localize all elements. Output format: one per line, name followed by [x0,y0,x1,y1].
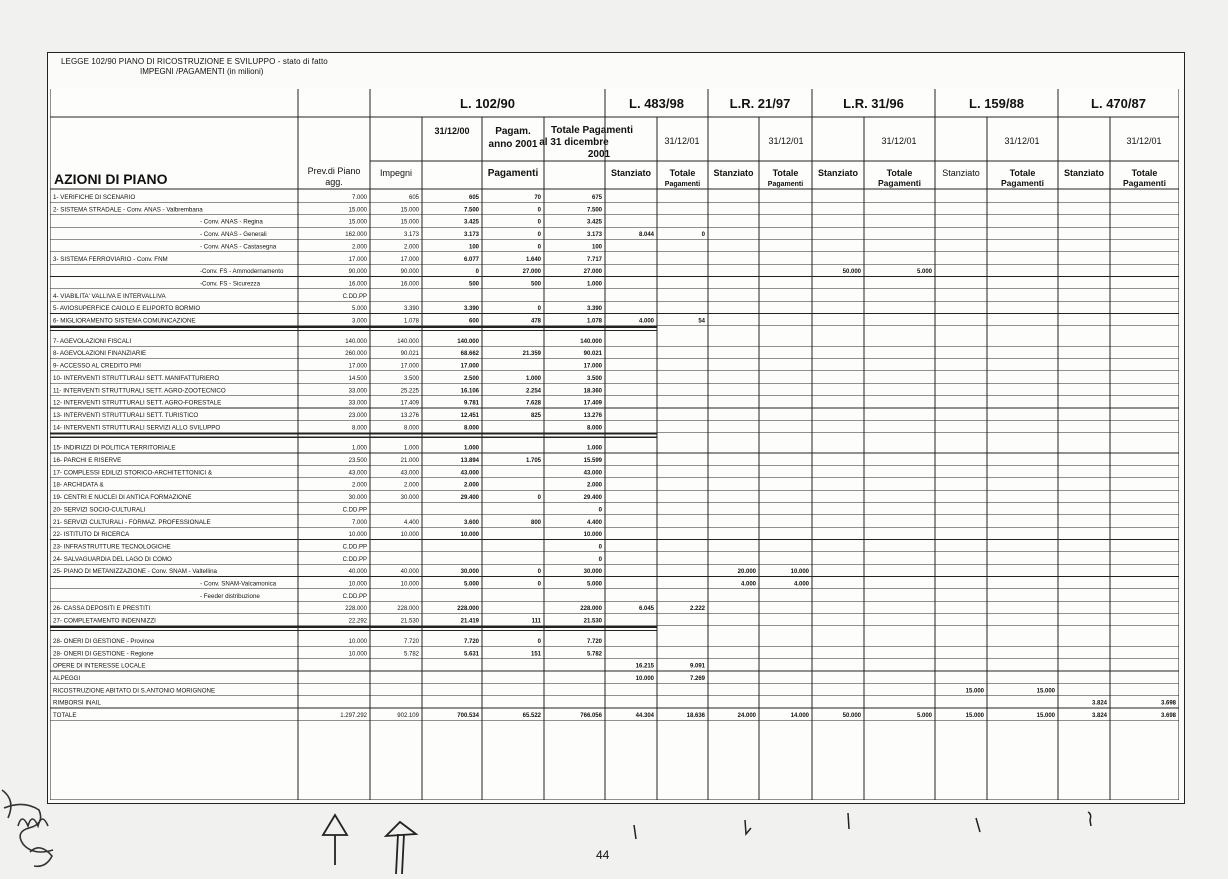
cell-value: 33.000 [348,388,367,395]
cell-value: 140.000 [457,338,479,345]
totale-label: Totale [669,168,696,178]
azioni-di-piano-label: AZIONI DI PIANO [54,171,168,187]
cell-value: 3.425 [463,219,479,226]
row-label: 2- SISTEMA STRADALE - Conv. ANAS - Valbrembana [53,206,203,214]
cell-value: 7.628 [525,400,541,407]
cell-value: 605 [408,195,419,201]
cell-value: 10.000 [348,651,367,658]
cell-value: 22.292 [348,618,367,625]
cell-value: 7.717 [586,256,602,263]
pagamenti-label: Pagamenti [487,168,539,179]
cell-value: 7.720 [586,638,602,645]
cell-value: 0 [537,306,541,313]
cell-value: 30.000 [348,495,367,502]
cell-value: 21.359 [522,351,541,358]
cell-value: 23.000 [348,412,367,419]
cell-value: 17.000 [400,363,419,370]
cell-value: 4.000 [638,318,654,325]
cell-value: 13.276 [583,412,602,419]
cell-value: 7.720 [403,638,419,645]
cell-value: 1.000 [463,445,479,452]
law-header: L. 159/88 [969,96,1024,111]
cell-value: 10.000 [635,675,654,682]
row-label: 12- INTERVENTI STRUTTURALI SETT. AGRO-FORESTALE [53,399,222,407]
cell-value: 5.000 [916,269,932,276]
cell-value: 1.000 [525,375,541,382]
cell-value: 1.297.292 [340,713,367,719]
cell-value: 3.390 [463,306,479,313]
row-label: 1- VERIFICHE DI SCENARIO [53,194,136,201]
cell-value: 140.000 [345,338,367,345]
cell-value: 17.000 [348,363,367,370]
date-label: 31/12/01 [881,136,917,146]
cell-value: 23.500 [348,458,367,464]
cell-value: 4.400 [403,519,419,526]
row-label: RIMBORSI INAIL [53,699,101,707]
cell-value: 15.599 [583,458,602,464]
cell-value: 2.500 [463,375,479,382]
cell-value: C.DD.PP [342,556,367,563]
cell-value: 29.400 [460,495,479,502]
cell-value: 3.698 [1160,713,1176,719]
totale-label: Totale [1131,168,1158,178]
cell-value: 4.000 [740,581,756,588]
cell-value: 1.078 [403,318,419,325]
cell-value: 7.000 [351,195,367,201]
law-header: L. 470/87 [1091,96,1146,111]
cell-value: 3.425 [586,219,602,226]
cell-value: 12.451 [460,412,479,419]
cell-value: 10.000 [348,581,367,588]
cell-value: 0 [598,556,602,563]
stanziato-label: Stanziato [713,168,754,178]
cell-value: 3.173 [463,232,479,239]
cell-value: 10.000 [348,638,367,645]
cell-value: 3.390 [403,306,419,313]
row-label: 20- SERVIZI SOCIO-CULTURALI [53,506,146,514]
cell-value: 16.000 [348,281,367,288]
row-label: 19- CENTRI E NUCLEI DI ANTICA FORMAZIONE [53,494,192,502]
cell-value: 70 [534,195,541,201]
row-label: 23- INFRASTRUTTURE TECNOLOGICHE [53,543,171,551]
cell-value: 0 [537,207,541,214]
cell-value: 40.000 [400,569,419,576]
cell-value: 27.000 [522,269,541,276]
totale-pagamenti-sub-label: Pagamenti [1123,178,1166,188]
cell-value: 17.000 [400,256,419,263]
cell-value: C.DD.PP [342,593,367,600]
totale-label: Totale [1009,168,1036,178]
pagam-label: Pagam. [495,126,531,137]
cell-value: 14.500 [348,375,367,382]
cell-value: 0 [537,569,541,576]
cell-value: 3.173 [586,232,602,239]
row-label: - Conv. ANAS - Generali [200,231,267,239]
signature-scribble [2,790,53,866]
cell-value: 43.000 [400,470,419,477]
cell-value: 17.409 [400,400,419,407]
cell-value: 17.000 [348,256,367,263]
cell-value: 5.631 [463,651,479,658]
arrow-marks [323,815,416,874]
cell-value: 10.000 [348,532,367,539]
cell-value: 1.640 [525,256,541,263]
pagam-label: anno 2001 [488,139,538,150]
row-label: 11- INTERVENTI STRUTTURALI SETT. AGRO-ZOOTECNICO [53,387,226,395]
cell-value: 5.782 [403,651,419,658]
cell-value: 40.000 [348,569,367,576]
cell-value: 0 [537,219,541,226]
cell-value: 902.109 [397,713,419,719]
cell-value: 6.045 [638,606,654,613]
cell-value: 800 [530,519,541,526]
cell-value: 2.254 [525,388,541,395]
cell-value: 3.500 [586,375,602,382]
totale-label: Totale [772,168,799,178]
prev-piano-label: Prev.di Piano [307,166,361,176]
cell-value: 25.225 [400,388,419,395]
document-title: LEGGE 102/90 PIANO DI RICOSTRUZIONE E SVILUPPO - stato di fatto [61,57,328,66]
cell-value: 3.698 [1160,700,1176,707]
cell-value: 18.360 [583,388,602,395]
totale-pagamenti-label: al 31 dicembre [539,137,609,148]
cell-value: 65.522 [522,713,541,719]
cell-value: 2.000 [586,482,602,489]
cell-value: 3.500 [403,375,419,382]
cell-value: 17.000 [583,363,602,370]
cell-value: 1.000 [586,281,602,288]
row-label: 27- COMPLETAMENTO INDENNIZZI [53,617,156,625]
law-header: L. 102/90 [460,96,515,111]
cell-value: 9.091 [689,663,705,670]
cell-value: 30.000 [583,569,602,576]
stanziato-label: Stanziato [610,168,652,178]
row-label: - Conv. ANAS - Regina [200,218,263,226]
cell-value: 13.276 [400,412,419,419]
row-label: 7- AGEVOLAZIONI FISCALI [53,337,132,345]
cell-value: 8.000 [351,425,367,432]
cell-value: 600 [468,318,479,325]
row-label: RICOSTRUZIONE ABITATO DI S.ANTONIO MORIGNONE [53,687,216,695]
row-label: 24- SALVAGUARDIA DEL LAGO DI COMO [53,555,172,563]
cell-value: 16.215 [635,663,654,670]
cell-value: 3.824 [1091,713,1107,719]
cell-value: 17.000 [460,363,479,370]
row-label: ALPEGGI [53,674,81,682]
cell-value: 7.720 [463,638,479,645]
cell-value: 700.534 [457,713,479,719]
row-label: - Conv. SNAM-Valcamonica [200,580,277,588]
stanziato-label: Stanziato [1063,168,1105,178]
cell-value: 15.000 [1036,688,1055,695]
cell-value: 3.173 [403,232,419,239]
cell-value: 14.000 [790,713,809,719]
cell-value: 3.600 [463,519,479,526]
cell-value: 90.000 [400,269,419,276]
row-label: 9- ACCESSO AL CREDITO PMI [53,362,142,370]
row-label: 16- PARCHI E RISERVE [53,457,122,464]
cell-value: 10.000 [400,532,419,539]
row-label: TOTALE [53,712,77,719]
row-label: 26- CASSA DEPOSITI E PRESTITI [53,605,151,613]
cell-value: 2.000 [403,244,419,251]
cell-value: 10.000 [460,532,479,539]
cell-value: 1.000 [403,445,419,452]
cell-value: 15.000 [400,219,419,226]
cell-value: 44.304 [635,713,654,719]
cell-value: 54 [698,318,705,325]
row-label: 3- SISTEMA FERROVIARIO - Conv. FNM [53,255,168,263]
cell-value: 151 [530,651,541,658]
cell-value: 90.021 [583,351,602,358]
stanziato-label: Stanziato [942,168,980,178]
totale-label: Totale [886,168,913,178]
cell-value: 8.000 [586,425,602,432]
cell-value: 8.000 [463,425,479,432]
totale-pagamenti-label: Totale Pagamenti [550,125,634,136]
cell-value: 33.000 [348,400,367,407]
cell-value: 0 [598,544,602,551]
cell-value: 5.000 [463,581,479,588]
cell-value: 21.419 [460,618,479,625]
cell-value: 2.000 [351,482,367,489]
cell-value: 50.000 [842,713,861,719]
row-label: 5- AVIOSUPERFICE CAIOLO E ELIPORTO BORMIO [53,305,201,313]
cell-value: 0 [475,269,479,276]
cell-value: 2.000 [351,244,367,251]
cell-value: 1.000 [351,445,367,452]
cell-value: 825 [530,412,541,419]
cell-value: 7.500 [463,207,479,214]
row-label: 22- ISTITUTO DI RICERCA [53,531,130,539]
cell-value: 605 [468,195,479,201]
cell-value: 228.000 [457,606,479,613]
date-label: 31/12/01 [768,136,804,146]
row-label: 14- INTERVENTI STRUTTURALI SERVIZI ALLO SVILUPPO [53,424,221,432]
cell-value: 90.021 [400,351,419,358]
cell-value: 228.000 [397,606,419,613]
cell-value: 10.000 [790,569,809,576]
date-label: 31/12/00 [434,126,470,136]
law-header: L.R. 31/96 [843,96,904,111]
cell-value: 18.636 [686,713,705,719]
row-label: 17- COMPLESSI EDILIZI STORICO-ARCHITETTONICI & [53,469,212,477]
cell-value: 30.000 [400,495,419,502]
cell-value: 500 [468,281,479,288]
cell-value: 15.000 [400,207,419,214]
prev-piano-label: agg. [325,177,343,187]
row-label: 18- ARCHIDATA & [53,481,104,489]
row-label: 13- INTERVENTI STRUTTURALI SETT. TURISTICO [53,411,199,419]
cell-value: 0 [537,495,541,502]
cell-value: 0 [537,638,541,645]
cell-value: 228.000 [580,606,602,613]
cell-value: 1.078 [586,318,602,325]
cell-value: 15.000 [1036,713,1055,719]
cell-value: 9.781 [463,400,479,407]
row-label: 25- PIANO DI METANIZZAZIONE - Conv. SNAM - Valtellina [53,568,217,576]
cell-value: 1.000 [586,445,602,452]
cell-value: 68.662 [460,351,479,358]
cell-value: 90.000 [348,269,367,276]
cell-value: 0 [537,232,541,239]
cell-value: 500 [530,281,541,288]
cell-value: 10.000 [583,532,602,539]
cell-value: 0 [598,507,602,514]
cell-value: 21.530 [400,618,419,625]
cell-value: C.DD.PP [342,507,367,514]
row-label: -Conv. FS - Ammodernamento [200,268,284,276]
cell-value: 7.269 [689,675,705,682]
cell-value: C.DD.PP [342,293,367,300]
cell-value: 3.824 [1091,700,1107,707]
cell-value: 6.077 [463,256,479,263]
cell-value: 16.000 [400,281,419,288]
cell-value: 29.400 [583,495,602,502]
cell-value: 0 [537,244,541,251]
page-number: 44 [596,848,610,862]
cell-value: C.DD.PP [342,544,367,551]
row-label: 10- INTERVENTI STRUTTURALI SETT. MANIFATTURIERO [53,374,220,382]
cell-value: 0 [537,581,541,588]
cell-value: 2.000 [463,482,479,489]
cell-value: 7.500 [586,207,602,214]
cell-value: 50.000 [842,269,861,276]
cell-value: 10.000 [400,581,419,588]
cell-value: 4.400 [586,519,602,526]
cell-value: 8.000 [403,425,419,432]
cell-value: 5.782 [586,651,602,658]
totale-pagamenti-sub-label: Pagamenti [1001,178,1044,188]
row-label: 6- MIGLIORAMENTO SISTEMA COMUNICAZIONE [53,317,196,325]
cell-value: 5.000 [916,713,932,719]
cell-value: 8.044 [638,232,654,239]
cell-value: 3.390 [586,306,602,313]
law-header: L. 483/98 [629,96,684,111]
cell-value: 27.000 [583,269,602,276]
cell-value: 111 [531,618,541,625]
cell-value: 15.000 [965,688,984,695]
row-label: 21- SERVIZI CULTURALI - FORMAZ. PROFESSIONALE [53,518,211,526]
row-label: 28- ONERI DI GESTIONE - Regione [53,650,154,658]
cell-value: 7.000 [351,519,367,526]
cell-value: 260.000 [345,351,367,358]
totale-pagamenti-sub-label: Pagamenti [767,181,804,188]
row-label: 8- AGEVOLAZIONI FINANZIARIE [53,350,147,358]
cell-value: 478 [530,318,541,325]
cell-value: 13.894 [460,458,479,464]
cell-value: 17.409 [583,400,602,407]
cell-value: 15.000 [348,219,367,226]
cell-value: 20.000 [737,569,756,576]
date-label: 31/12/01 [1004,136,1040,146]
row-label: 28- ONERI DI GESTIONE - Province [53,637,155,645]
cell-value: 5.000 [351,306,367,313]
cell-value: 675 [591,195,602,201]
row-label: - Conv. ANAS - Castasegna [200,243,277,251]
cell-value: 24.000 [737,713,756,719]
cell-value: 1.705 [525,458,541,464]
cell-value: 2.222 [689,606,705,613]
cell-value: 162.000 [345,232,367,239]
cell-value: 100 [591,244,602,251]
row-label: - Feeder distribuzione [200,592,260,600]
row-label: -Conv. FS - Sicurezza [200,280,261,288]
date-label: 31/12/01 [664,136,700,146]
totale-pagamenti-sub-label: Pagamenti [664,181,701,188]
tick-marks [634,812,1091,839]
cell-value: 43.000 [348,470,367,477]
cell-value: 3.000 [351,318,367,325]
cell-value: 100 [468,244,479,251]
cell-value: 228.000 [345,606,367,613]
cell-value: 21.000 [400,458,419,464]
totale-pagamenti-label: 2001 [587,149,611,160]
cell-value: 2.000 [403,482,419,489]
cell-value: 30.000 [460,569,479,576]
cell-value: 43.000 [583,470,602,477]
cell-value: 140.000 [397,338,419,345]
cell-value: 4.000 [793,581,809,588]
document-subtitle: IMPEGNI /PAGAMENTI (in milioni) [140,67,264,76]
cell-value: 15.000 [348,207,367,214]
law-header: L.R. 21/97 [729,96,791,111]
row-label: 4- VIABILITA' VALLIVA E INTERVALLIVA [53,292,166,300]
stanziato-label: Stanziato [817,168,859,178]
cell-value: 140.000 [580,338,602,345]
cell-value: 766.056 [580,713,602,719]
cell-value: 0 [701,232,705,239]
cell-value: 43.000 [460,470,479,477]
cell-value: 21.530 [583,618,602,625]
row-label: 15- INDIRIZZI DI POLITICA TERRITORIALE [53,444,176,452]
cell-value: 15.000 [965,713,984,719]
impegni-label: Impegni [379,168,413,178]
totale-pagamenti-sub-label: Pagamenti [878,178,921,188]
row-label: OPERE DI INTERESSE LOCALE [53,662,146,670]
date-label: 31/12/01 [1126,136,1162,146]
cell-value: 5.000 [586,581,602,588]
cell-value: 16.106 [460,388,479,395]
